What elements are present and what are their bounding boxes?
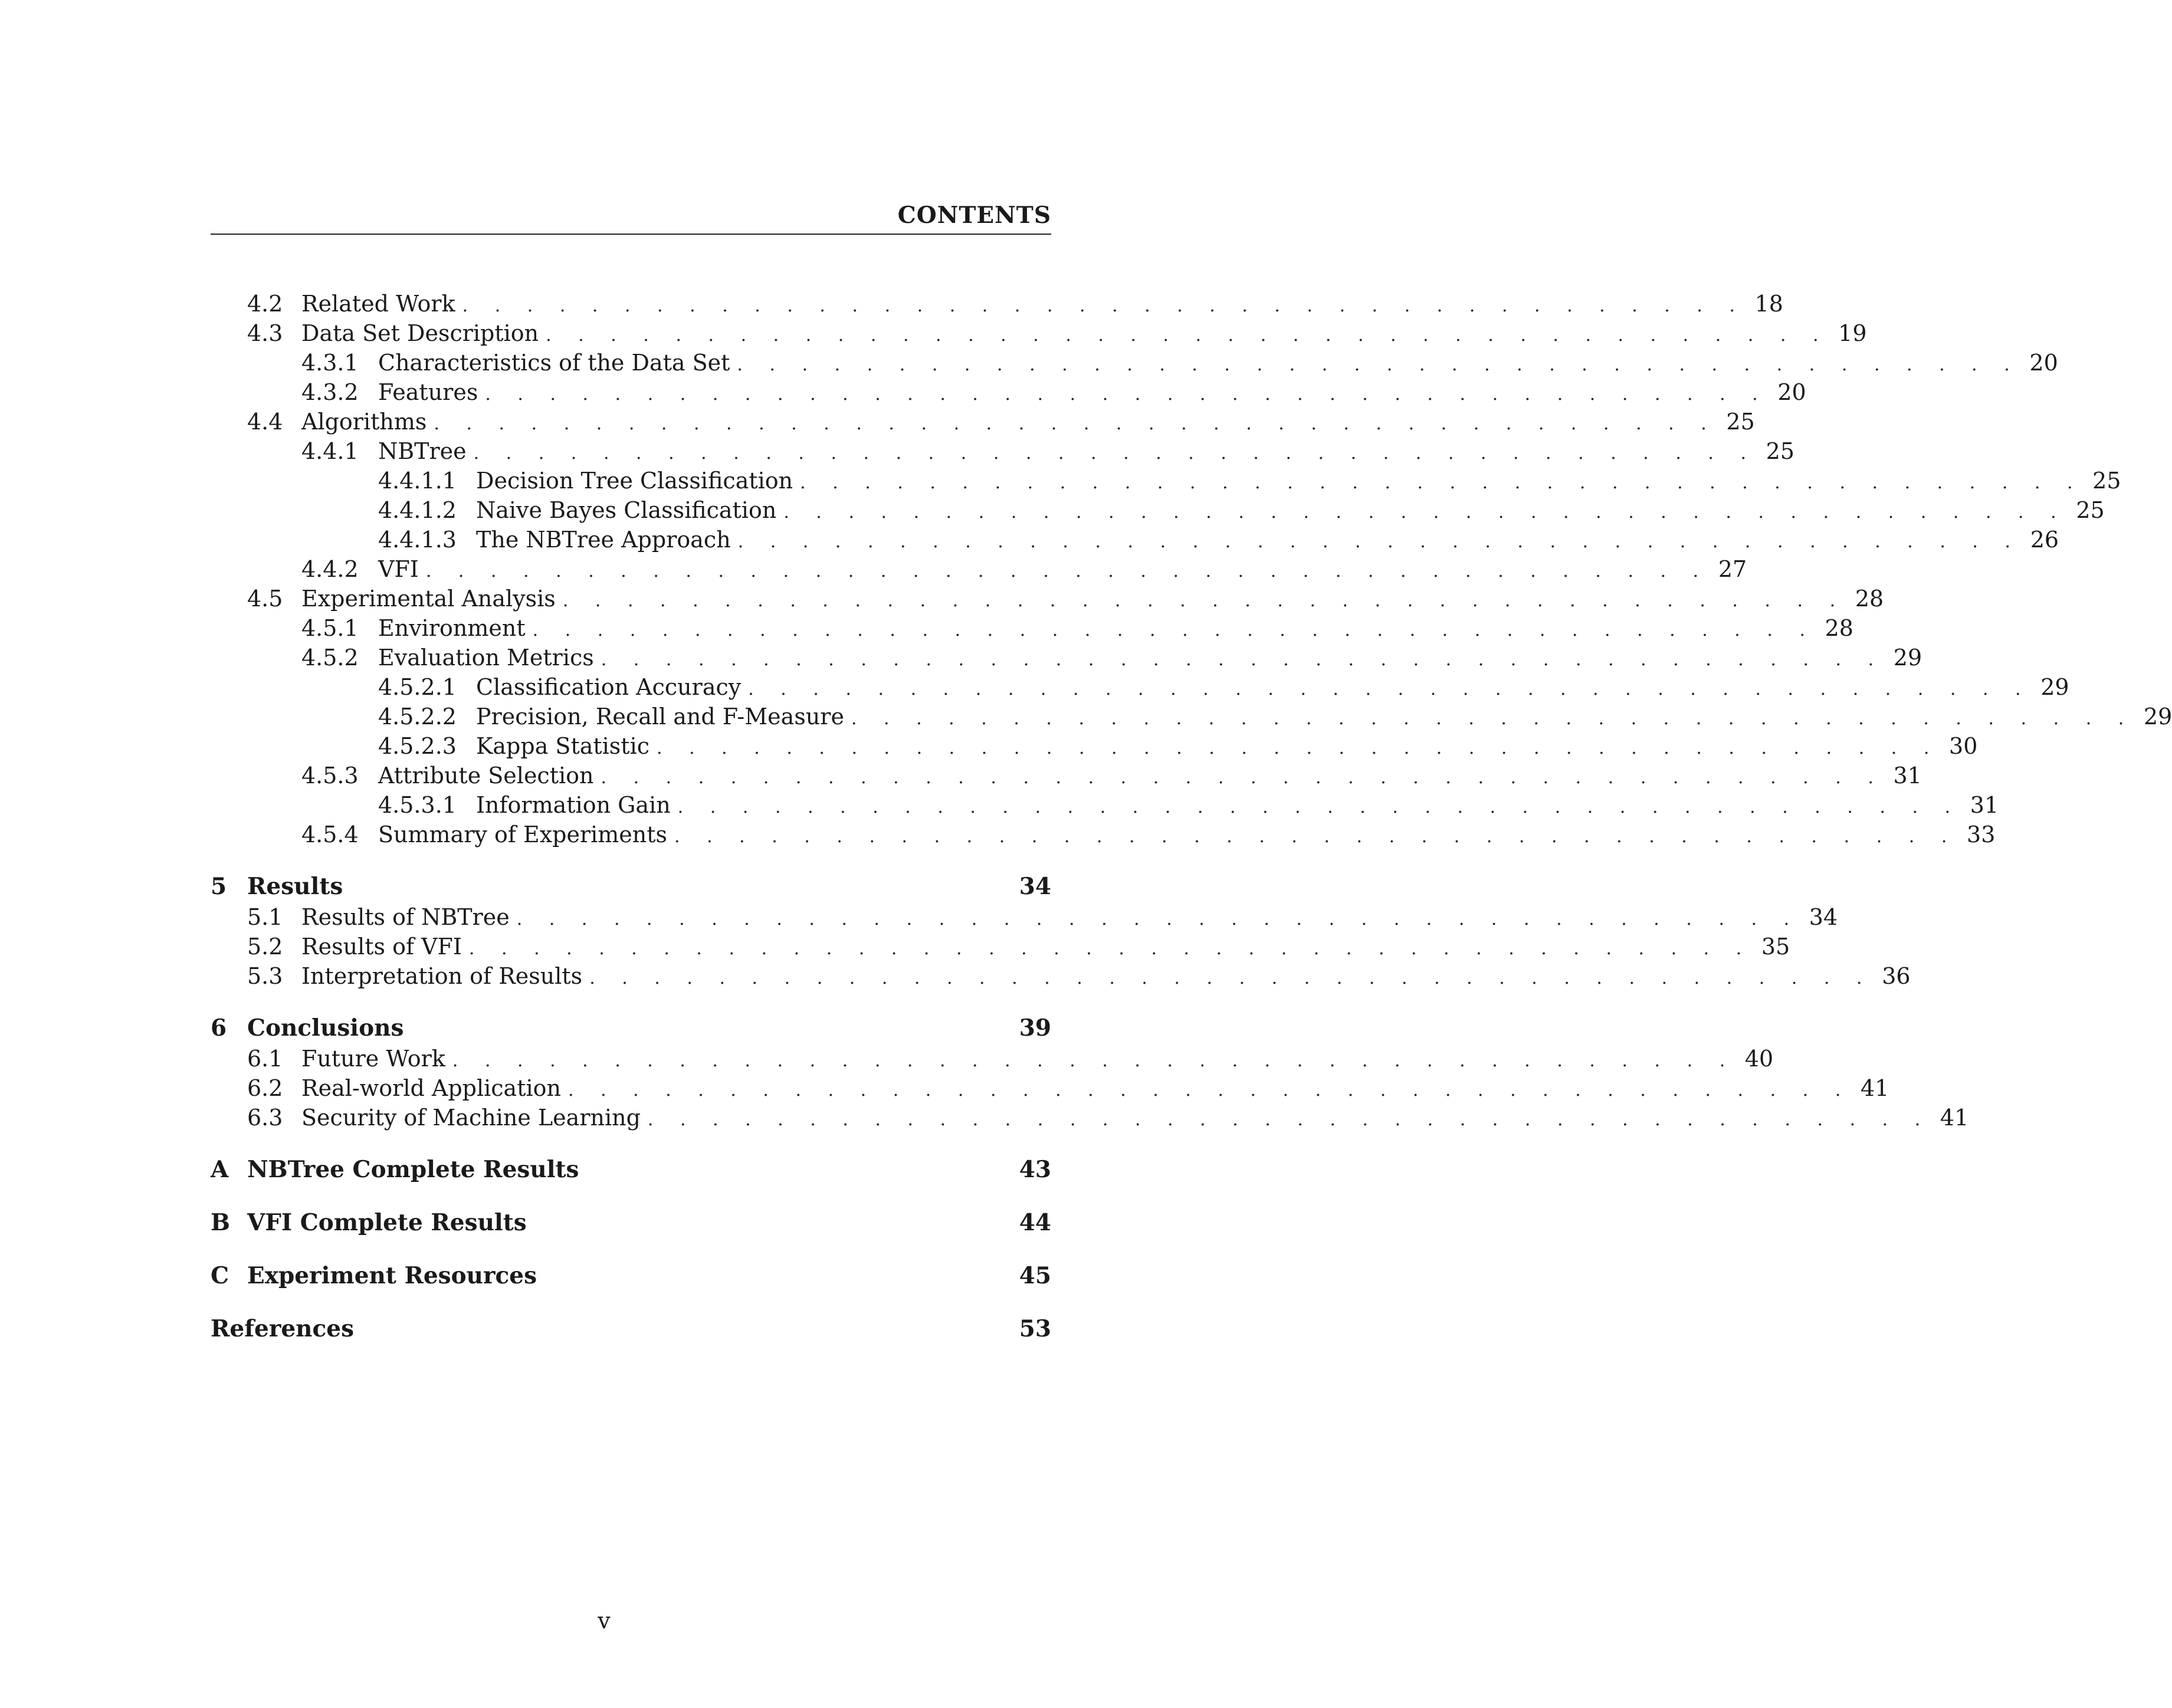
- toc-entry-page: 25: [2076, 497, 2105, 523]
- toc-entry-page: 25: [2092, 468, 2121, 494]
- toc-entry[interactable]: [211, 902, 1838, 932]
- dot-leader: . . . . . . . . . . . . . . . . . . . . . . . . . . . . . . . . . . . . . . . .: [516, 909, 1800, 929]
- toc-entry-title: Decision Tree Classification: [476, 468, 793, 494]
- toc-entry-page: 25: [1766, 438, 1795, 464]
- toc-entry[interactable]: [211, 613, 1853, 643]
- toc-entry-title: Evaluation Metrics: [378, 645, 594, 671]
- toc-entry-number: 4.5: [247, 586, 283, 612]
- toc-entry-title: The NBTree Approach: [476, 527, 731, 553]
- appendix-title: NBTree Complete Results: [247, 1156, 579, 1183]
- chapter-page: 39: [1019, 1014, 1051, 1042]
- toc-entry[interactable]: [211, 495, 2105, 525]
- toc-entry-page: 20: [2029, 350, 2058, 376]
- dot-leader: . . . . . . . . . . . . . . . . . . . . . . . . . . . . . . . . . . . . . . . .: [425, 561, 1710, 582]
- toc-entry-number: 4.4.2: [301, 556, 359, 582]
- toc-entry-number: 4.2: [247, 291, 283, 317]
- dot-leader: . . . . . . . . . . . . . . . . . . . . . . . . . . . . . . . . . . . . . . . .: [568, 1080, 1852, 1101]
- toc-entry-number: 6.2: [247, 1075, 283, 1101]
- toc-entry-number: 6.1: [247, 1046, 283, 1072]
- dot-leader: . . . . . . . . . . . . . . . . . . . . . . . . . . . . . . . . . . . . . . . .: [562, 590, 1846, 611]
- toc-entry[interactable]: [211, 790, 1999, 820]
- toc-chapter-conclusions[interactable]: [211, 1014, 1051, 1044]
- toc-entry-number: 4.3.2: [301, 379, 359, 405]
- toc-entry[interactable]: [211, 318, 1867, 348]
- toc-entry-number: 4.4.1.1: [378, 468, 457, 494]
- toc-entry-title: Related Work: [301, 291, 455, 317]
- dot-leader: . . . . . . . . . . . . . . . . . . . . . . . . . . . . . . . . . . . . . . . .: [468, 938, 1753, 959]
- toc-appendix-c[interactable]: [211, 1262, 1051, 1292]
- dot-leader: . . . . . . . . . . . . . . . . . . . . . . . . . . . . . . . . . . . . . . . .: [783, 502, 2067, 523]
- appendix-letter: A: [211, 1156, 229, 1183]
- toc-entry[interactable]: [211, 761, 1922, 790]
- toc-entry[interactable]: [211, 554, 1747, 584]
- toc-entry[interactable]: [211, 932, 1790, 961]
- toc-entry-number: 5.3: [247, 963, 283, 989]
- chapter-page: 34: [1019, 873, 1051, 900]
- toc-entry-title: Precision, Recall and F-Measure: [476, 704, 844, 730]
- toc-entry-page: 41: [1861, 1075, 1889, 1101]
- appendix-letter: C: [211, 1262, 229, 1289]
- toc-chapter-results[interactable]: [211, 873, 1051, 902]
- toc-entry-title: Features: [378, 379, 478, 405]
- toc-entry[interactable]: [211, 820, 1996, 849]
- toc-entry-page: 41: [1940, 1105, 1969, 1131]
- toc-entry-number: 4.5.2.2: [378, 704, 457, 730]
- appendix-title: VFI Complete Results: [247, 1209, 527, 1236]
- dot-leader: . . . . . . . . . . . . . . . . . . . . . . . . . . . . . . . . . . . . . . . .: [674, 826, 1958, 847]
- toc-entry-page: 26: [2030, 527, 2059, 553]
- toc-entry-page: 40: [1744, 1046, 1774, 1072]
- dot-leader: . . . . . . . . . . . . . . . . . . . . . . . . . . . . . . . . . . . . . . . .: [647, 1109, 1931, 1130]
- toc-entry[interactable]: [211, 407, 1755, 436]
- toc-entry[interactable]: [211, 466, 2121, 495]
- toc-entry[interactable]: [211, 643, 1922, 672]
- toc-entry-title: Kappa Statistic: [476, 733, 650, 759]
- page-number: v: [598, 1608, 611, 1634]
- toc-entry-page: 29: [2143, 704, 2172, 730]
- toc-entry-page: 29: [2040, 674, 2069, 700]
- table-of-contents: [211, 289, 2172, 1345]
- toc-entry-page: 36: [1882, 963, 1911, 989]
- appendix-page: 45: [1019, 1262, 1051, 1289]
- toc-entry-title: VFI: [378, 556, 419, 582]
- toc-entry-number: 4.4.1: [301, 438, 359, 464]
- toc-entry-number: 5.1: [247, 904, 283, 930]
- toc-entry[interactable]: [211, 584, 1884, 613]
- dot-leader: . . . . . . . . . . . . . . . . . . . . . . . . . . . . . . . . . . . . . . . .: [589, 968, 1873, 988]
- toc-references[interactable]: [211, 1315, 1051, 1345]
- toc-entry[interactable]: [211, 436, 1795, 466]
- dot-leader: . . . . . . . . . . . . . . . . . . . . . . . . . . . . . . . . . . . . . . . .: [532, 620, 1816, 640]
- toc-entry-number: 4.5.1: [301, 615, 359, 641]
- toc-entry-title: Results of NBTree: [301, 904, 510, 930]
- toc-entry[interactable]: [211, 672, 2069, 702]
- toc-entry-number: 4.4.1.3: [378, 527, 457, 553]
- toc-entry-page: 34: [1809, 904, 1838, 930]
- toc-entry-title: Classification Accuracy: [476, 674, 742, 700]
- dot-leader: . . . . . . . . . . . . . . . . . . . . . . . . . . . . . . . . . . . . . . . .: [601, 649, 1885, 670]
- toc-entry-page: 29: [1893, 645, 1922, 671]
- dot-leader: . . . . . . . . . . . . . . . . . . . . . . . . . . . . . . . . . . . . . . . .: [546, 325, 1829, 346]
- toc-entry-title: Experimental Analysis: [301, 586, 556, 612]
- toc-entry[interactable]: [211, 1103, 1969, 1132]
- toc-entry-page: 28: [1825, 615, 1853, 641]
- references-title: References: [211, 1315, 355, 1342]
- toc-entry-page: 27: [1718, 556, 1747, 582]
- header-title: CONTENTS: [897, 202, 1051, 229]
- toc-entry-page: 20: [1777, 379, 1806, 405]
- toc-entry-page: 19: [1838, 320, 1867, 346]
- chapter-title: Conclusions: [247, 1014, 404, 1042]
- toc-entry-page: 31: [1893, 763, 1922, 789]
- toc-entry-number: 4.5.2.1: [378, 674, 457, 700]
- toc-entry[interactable]: [211, 377, 1806, 407]
- toc-entry-title: Data Set Description: [301, 320, 539, 346]
- appendix-page: 44: [1019, 1209, 1051, 1236]
- toc-entry-number: 4.5.4: [301, 822, 359, 848]
- running-header: [211, 198, 1051, 235]
- toc-entry-title: Summary of Experiments: [378, 822, 668, 848]
- toc-entry-page: 31: [1970, 792, 1999, 818]
- dot-leader: . . . . . . . . . . . . . . . . . . . . . . . . . . . . . . . . . . . . . . . .: [800, 472, 2084, 493]
- dot-leader: . . . . . . . . . . . . . . . . . . . . . . . . . . . . . . . . . . . . . . . .: [737, 354, 2020, 375]
- toc-entry[interactable]: [211, 348, 2058, 377]
- chapter-number: 5: [211, 873, 227, 900]
- toc-entry-number: 4.3.1: [301, 350, 359, 376]
- toc-entry-number: 4.5.3.1: [378, 792, 457, 818]
- toc-entry-title: Information Gain: [476, 792, 671, 818]
- toc-entry-number: 6.3: [247, 1105, 283, 1131]
- dot-leader: . . . . . . . . . . . . . . . . . . . . . . . . . . . . . . . . . . . . . . . .: [677, 797, 1961, 817]
- dot-leader: . . . . . . . . . . . . . . . . . . . . . . . . . . . . . . . . . . . . . . . .: [737, 531, 2022, 552]
- toc-entry-number: 4.3: [247, 320, 283, 346]
- toc-entry-title: Future Work: [301, 1046, 445, 1072]
- toc-entry-page: 25: [1726, 409, 1755, 435]
- toc-entry-title: Security of Machine Learning: [301, 1105, 641, 1131]
- toc-entry-number: 4.5.2: [301, 645, 359, 671]
- dot-leader: . . . . . . . . . . . . . . . . . . . . . . . . . . . . . . . . . . . . . . . .: [434, 413, 1717, 434]
- dot-leader: . . . . . . . . . . . . . . . . . . . . . . . . . . . . . . . . . . . . . . . .: [473, 443, 1757, 464]
- dot-leader: . . . . . . . . . . . . . . . . . . . . . . . . . . . . . . . . . . . . . . . .: [851, 708, 2135, 729]
- dot-leader: . . . . . . . . . . . . . . . . . . . . . . . . . . . . . . . . . . . . . . . .: [462, 295, 1746, 316]
- toc-entry[interactable]: [211, 1044, 1774, 1073]
- toc-appendix-b[interactable]: [211, 1209, 1051, 1239]
- toc-entry-title: Naive Bayes Classification: [476, 497, 777, 523]
- toc-entry-title: Real-world Application: [301, 1075, 561, 1101]
- toc-entry[interactable]: [211, 1073, 1889, 1103]
- dot-leader: . . . . . . . . . . . . . . . . . . . . . . . . . . . . . . . . . . . . . . . .: [657, 738, 1940, 758]
- toc-entry[interactable]: [211, 731, 1978, 761]
- toc-entry-number: 4.5.3: [301, 763, 359, 789]
- chapter-number: 6: [211, 1014, 227, 1042]
- toc-entry[interactable]: [211, 525, 2059, 554]
- toc-entry[interactable]: [211, 289, 1783, 318]
- toc-entry-title: Results of VFI: [301, 934, 462, 960]
- dot-leader: . . . . . . . . . . . . . . . . . . . . . . . . . . . . . . . . . . . . . . . .: [748, 679, 2032, 699]
- toc-entry-title: Characteristics of the Data Set: [378, 350, 730, 376]
- appendix-page: 43: [1019, 1156, 1051, 1183]
- toc-entry[interactable]: [211, 702, 2172, 731]
- appendix-letter: B: [211, 1209, 230, 1236]
- references-page: 53: [1019, 1315, 1051, 1342]
- toc-entry-number: 4.4: [247, 409, 283, 435]
- toc-entry-page: 30: [1949, 733, 1978, 759]
- toc-entry-title: Interpretation of Results: [301, 963, 583, 989]
- dot-leader: . . . . . . . . . . . . . . . . . . . . . . . . . . . . . . . . . . . . . . . .: [601, 767, 1884, 788]
- toc-entry-page: 18: [1754, 291, 1783, 317]
- toc-entry[interactable]: [211, 961, 1911, 991]
- toc-entry-page: 35: [1761, 934, 1790, 960]
- toc-appendix-a[interactable]: [211, 1156, 1051, 1185]
- dot-leader: . . . . . . . . . . . . . . . . . . . . . . . . . . . . . . . . . . . . . . . .: [485, 384, 1769, 405]
- toc-entry-title: NBTree: [378, 438, 467, 464]
- toc-entry-number: 4.5.2.3: [378, 733, 457, 759]
- toc-entry-page: 33: [1967, 822, 1996, 848]
- toc-entry-page: 28: [1855, 586, 1884, 612]
- toc-entry-title: Environment: [378, 615, 526, 641]
- toc-entry-title: Attribute Selection: [378, 763, 594, 789]
- toc-entry-title: Algorithms: [301, 409, 427, 435]
- appendix-title: Experiment Resources: [247, 1262, 537, 1289]
- toc-entry-number: 4.4.1.2: [378, 497, 457, 523]
- toc-entry-number: 5.2: [247, 934, 283, 960]
- chapter-title: Results: [247, 873, 343, 900]
- dot-leader: . . . . . . . . . . . . . . . . . . . . . . . . . . . . . . . . . . . . . . . .: [452, 1050, 1736, 1071]
